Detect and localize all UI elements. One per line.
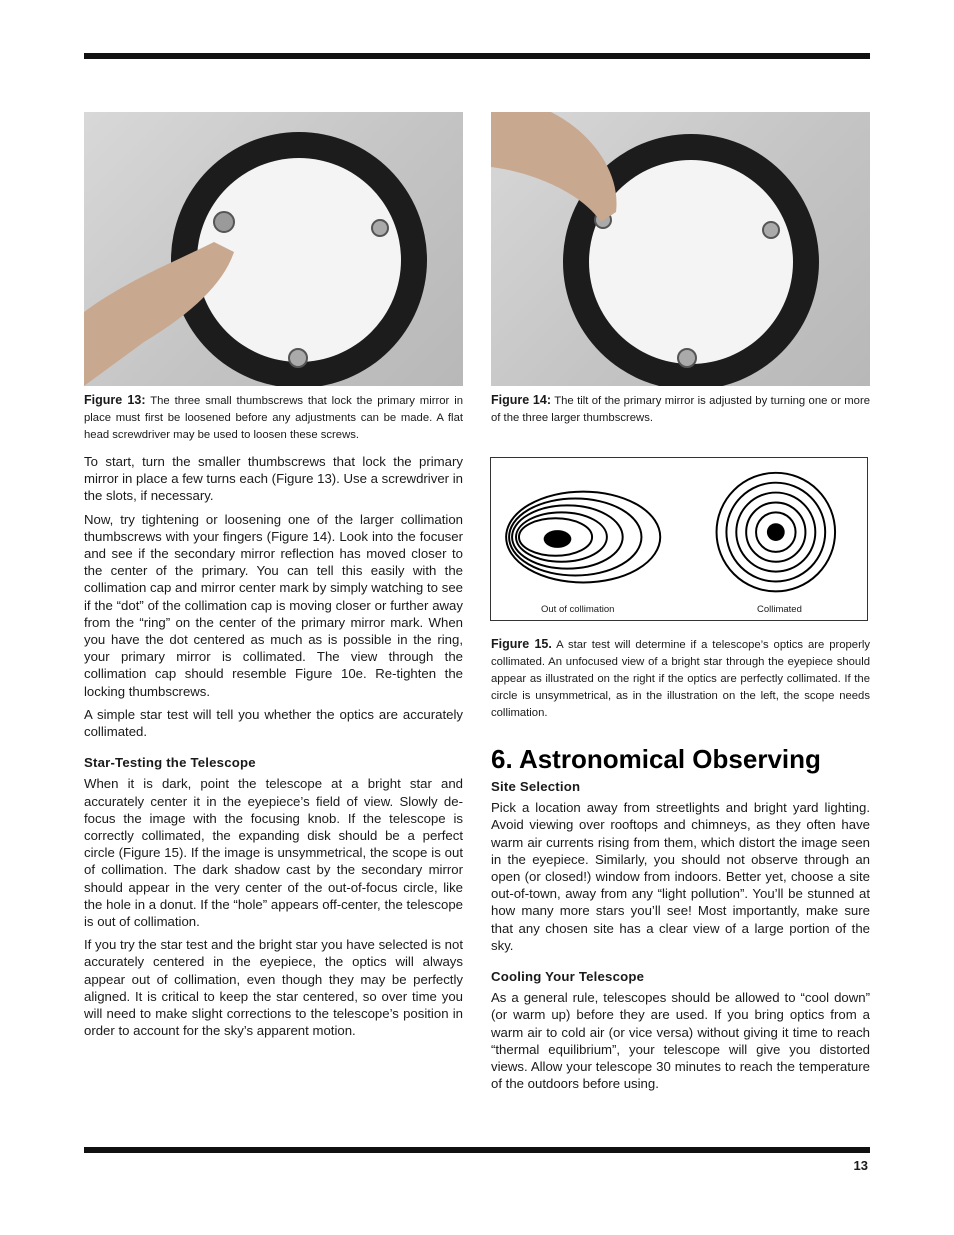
figure-15-label: Figure 15. <box>491 637 552 651</box>
figure-14-caption <box>491 392 870 427</box>
figure-13-caption <box>84 392 463 444</box>
figure-15-caption <box>491 636 870 722</box>
out-of-collimation-rings <box>506 492 660 583</box>
star-testing-heading: Star-Testing the Telescope <box>84 755 256 771</box>
section-title: 6. Astronomical Observing <box>491 744 821 774</box>
right-paragraph-1: Pick a location away from streetlights and bright yard lighting. Avoid viewing over rooftops and chimneys, as they often have warm air currents rising from them, which distort the image seen in the eyepiece. Similarly, you should not observe through an open (or closed!) window from indoors. Better yet, choose a site out-of-town, away from any “light pollution”. You’ll be stunned at how many more stars you’ll see! Most importantly, make sure that any chosen site has a clear view of a large portion of the sky. <box>491 800 870 953</box>
cooling-heading: Cooling Your Telescope <box>491 969 645 985</box>
top-rule <box>84 53 870 59</box>
figure-15-diagram <box>490 457 868 621</box>
out-of-collimation-label: Out of collimation <box>541 604 615 615</box>
page-number: 13 <box>853 1158 868 1173</box>
figure-14-label: Figure 14: <box>491 393 551 407</box>
figure-13-photo <box>84 112 463 386</box>
left-column <box>84 453 463 1046</box>
left-paragraph-1: To start, turn the smaller thumbscrews that lock the primary mirror in place a few turns each (Figure 13). Use a screwdriver in the slots, if necessary. <box>84 454 463 504</box>
left-paragraph-2: Now, try tightening or loosening one of the larger collimation thumbscrews with your fingers (Figure 14). Look into the focuser and see if the secondary mirror reflection has moved closer to the center of the primary. You can tell this easily with the collimation cap and mirror center mark by simply watching to see if the “dot” of the collimation cap is moving closer or further away from the “ring” on the center of the primary mirror mark. When you have the dot centered as much as is possible in the ring, your primary mirror is collimated. The view through the collimation cap should resemble Figure 10e. Re-tighten the locking thumbscrews. <box>84 511 463 699</box>
site-selection-heading: Site Selection <box>491 779 581 794</box>
left-paragraph-4: When it is dark, point the telescope at a bright star and accurately center it in the eyepiece’s field of view. Slowly de-focus the image with the focusing knob. If the telescope is correctly collimated, the expanding disk should be a perfect circle (Figure 15). If the image is unsymmetrical, the scope is out of collimation. The dark shadow cast by the secondary mirror should appear in the very center of the out-of-focus circle, like the hole in a donut. If the “hole” appears off-center, the telescope is out of collimation. <box>84 776 463 930</box>
figure-13-label: Figure 13: <box>84 393 146 407</box>
collimated-shadow <box>767 523 785 541</box>
right-paragraph-2: As a general rule, telescopes should be allowed to “cool down” (or warm up) before they are used. If you bring optics from a warm air to cold air (or vice versa) without giving it time to reach “thermal equilibrium”, your telescope will give you distorted views. Allow your telescope 30 minutes to reach the temperature of the outdoors before using. <box>491 990 870 1092</box>
collimated-label: Collimated <box>757 604 802 615</box>
figure-14-photo <box>491 112 870 386</box>
left-paragraph-3: A simple star test will tell you whether the optics are accurately collimated. <box>84 706 463 740</box>
left-paragraph-5: If you try the star test and the bright star you have selected is not accurately centered in the eyepiece, the optics will always appear out of collimation, even though they may be perfectly aligned. It is critical to keep the star centered, so over time you will need to make slight corrections to the telescope’s position in order to account for the sky’s apparent motion. <box>84 937 463 1039</box>
out-of-collimation-shadow <box>544 530 572 548</box>
figure-13-text: The three small thumbscrews that lock the primary mirror in place must first be loosened before any adjustments can be made. A flat head screwdriver may be used to loosen these screws. <box>84 395 463 441</box>
bottom-rule <box>84 1147 870 1153</box>
right-column <box>491 744 870 1098</box>
figure-15-text: A star test will determine if a telescope’s optics are properly collimated. An unfocused view of a bright star through the eyepiece should appear as illustrated on the right if the optics are perfectly collimated. If the circle is unsymmetrical, as in the illustration on the left, the scope needs collimation. <box>491 639 871 719</box>
figure-14-text: The tilt of the primary mirror is adjusted by turning one or more of the three larger thumbscrews. <box>491 395 870 424</box>
